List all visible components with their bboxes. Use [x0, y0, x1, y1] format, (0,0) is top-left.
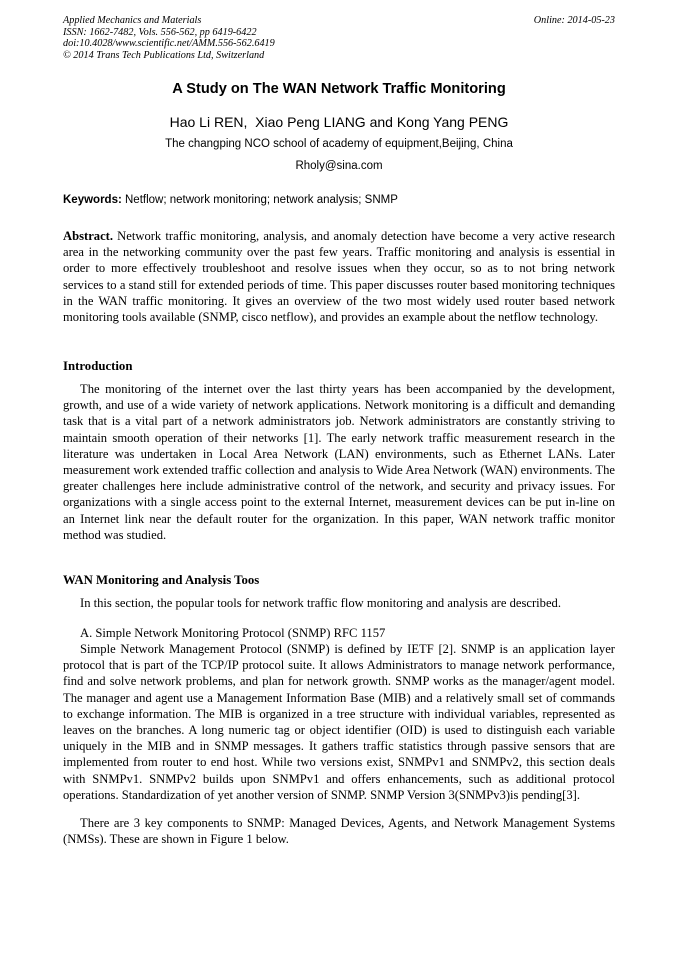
- introduction-heading: Introduction: [63, 359, 133, 373]
- keywords-label: Keywords:: [63, 194, 122, 206]
- doi-line: doi:10.4028/www.scientific.net/AMM.556-562.6419: [63, 38, 275, 49]
- abstract-text: Network traffic monitoring, analysis, and anomaly detection have become a very active research area in the networking community over the past few years. Traffic monitoring and analysis is essential in order to more effectively troubleshoot and resolve issues when they occur, so as to not bring network services to a stand still for extended periods of time. This paper discusses router based monitoring techniques in the WAN traffic monitoring. It gives an overview of the two most widely used router based network monitoring tools available (SNMP, cisco netflow), and provides an example about the netflow technology.: [63, 229, 615, 325]
- copyright-line: © 2014 Trans Tech Publications Ltd, Switzerland: [63, 49, 265, 61]
- journal-info-header: [63, 15, 615, 61]
- paper-title: A Study on The WAN Network Traffic Monitoring: [172, 81, 506, 97]
- online-date: Online: 2014-05-23: [533, 15, 615, 26]
- author-email: Rholy@sina.com: [295, 160, 383, 172]
- snmp-subsection-title: A. Simple Network Monitoring Protocol (SNMP) RFC 1157: [80, 626, 386, 640]
- wan-section-heading: WAN Monitoring and Analysis Toos: [63, 573, 260, 587]
- abstract-paragraph: [63, 228, 615, 325]
- snmp-paragraph: Simple Network Management Protocol (SNMP) is defined by IETF [2]. SNMP is an application layer protocol that is part of the TCP/IP protocol suite. It allows Administrators to manage network performance, find and solve network problems, and plan for network growth. SNMP works as the manager/agent model. The manager and agent use a Management Information Base (MIB) and a relatively small set of commands to exchange information. The MIB is organized in a tree structure with individual variables, represented as leaves on the branches. A long numeric tag or object identifier (OID) is used to distinguish each variable uniquely in the MIB and in SNMP messages. It gathers traffic statistics through passive sensors that are implemented from router to end host. While two versions exist, SNMPv1 and SNMPv2, this section deals with SNMPv1. SNMPv2 builds upon SNMPv1 and offers enhancements, such as additional protocol operations. Standardization of yet another version of SNMP. SNMP Version 3(SNMPv3)is pending[3].: [63, 642, 615, 802]
- paper-authors: Hao Li REN, Xiao Peng LIANG and Kong Yang PENG: [169, 114, 509, 130]
- wan-section-intro: In this section, the popular tools for network traffic flow monitoring and analysis are described.: [80, 596, 562, 610]
- keywords-line: [63, 194, 615, 206]
- author-affiliation: The changping NCO school of academy of equipment,Beijing, China: [165, 138, 513, 150]
- introduction-paragraph: The monitoring of the internet over the last thirty years has been accompanied by the development, growth, and use of a wide variety of network applications. Network monitoring is a difficult and demanding task that is a vital part of a network administrators job. Network administrators are constantly striving to maintain smooth operation of their networks [1]. The early network traffic measurement research in the literature was undertaken in Local Area Network (LAN) environments, such as Ethernet LANs. Later measurement work extended traffic collection and analysis to Wide Area Network (WAN) environments. The greater challenges here include administrative control of the network, and security and privacy issues. For organizations with a single access point to the external Internet, measurement devices can be put in-line on an Internet link near the default router for the organization. In this paper, WAN network traffic monitor method was studied.: [63, 382, 615, 542]
- journal-name: Applied Mechanics and Materials: [63, 15, 202, 26]
- abstract-label: Abstract.: [63, 229, 114, 243]
- snmp-components-paragraph: There are 3 key components to SNMP: Managed Devices, Agents, and Network Management Systems (NMSs). These are shown in Figure 1 below.: [63, 816, 615, 847]
- keywords-text: Netflow; network monitoring; network analysis; SNMP: [121, 194, 398, 206]
- issn-line: ISSN: 1662-7482, Vols. 556-562, pp 6419-6422: [63, 26, 257, 38]
